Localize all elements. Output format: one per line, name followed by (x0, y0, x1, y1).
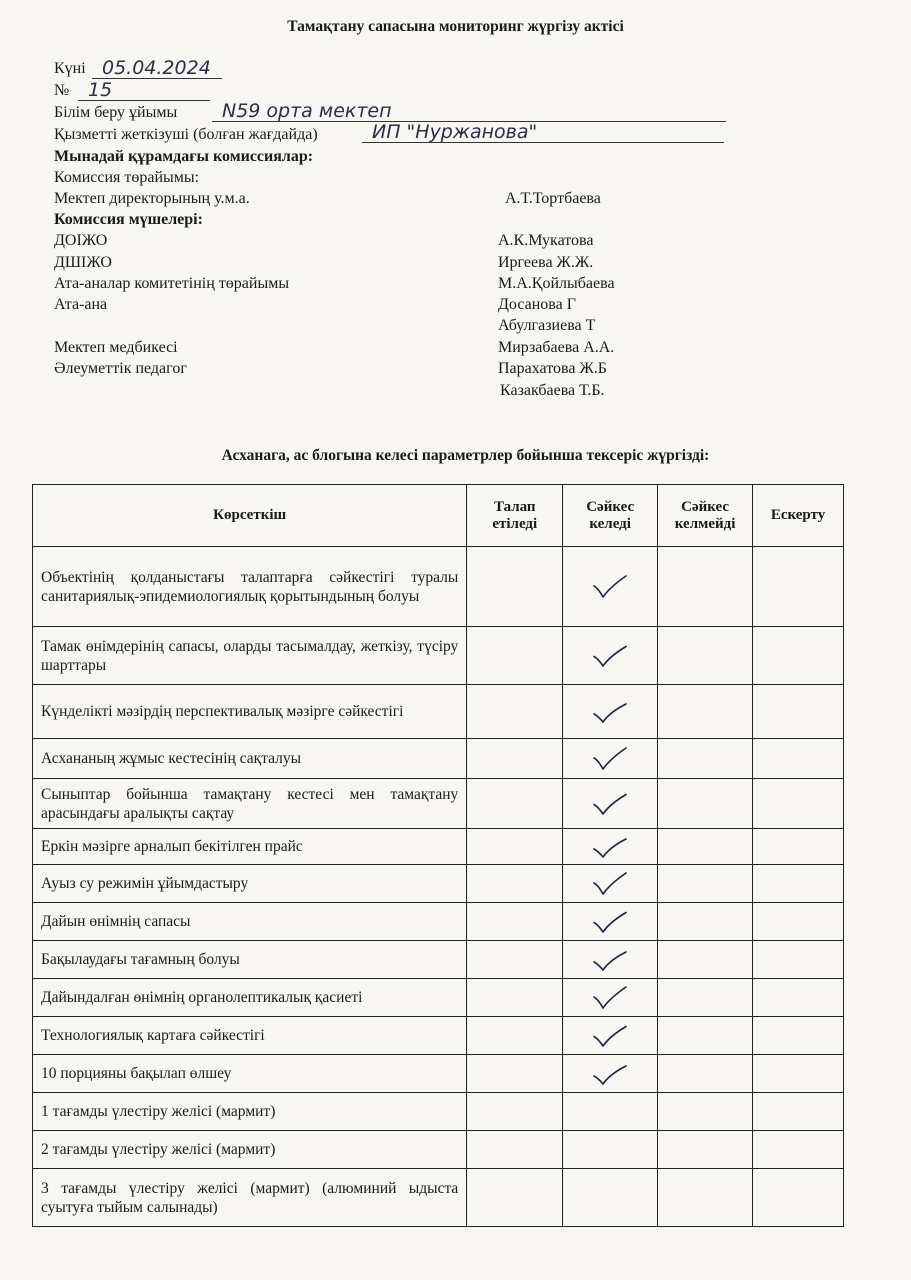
provider-label: Қызметті жеткізуші (болған жағдайда) (54, 126, 318, 143)
indicator-cell: 1 тағамды үлестіру желісі (мармит) (33, 1093, 467, 1131)
compliant-cell (563, 627, 658, 685)
date-label: Күні (54, 60, 86, 77)
indicator-cell: 3 тағамды үлестіру желісі (мармит) (алюминий ыдыста суытуға тыйым салынады) (33, 1169, 467, 1227)
school-label: Білім беру ұйымы (54, 104, 178, 121)
table-row (33, 1093, 844, 1131)
commission-members-heading: Комиссия мүшелері: (54, 211, 203, 228)
required-cell (467, 1131, 563, 1169)
required-cell (467, 685, 563, 739)
checkmark-icon (590, 870, 630, 898)
noncompliant-cell (658, 903, 753, 941)
noncompliant-cell (658, 1055, 753, 1093)
indicator-cell: Еркін мәзірге арналып бекітілген прайс (33, 829, 467, 865)
number-row (54, 82, 69, 100)
table-row (33, 865, 844, 903)
table-row (33, 941, 844, 979)
header-compliant: Сәйкес келеді (563, 485, 658, 547)
required-cell (467, 903, 563, 941)
checkmark-icon (590, 908, 630, 936)
table-row (33, 779, 844, 829)
required-cell (467, 979, 563, 1017)
section-title: Асханага, ас блогына келесі параметрлер бойынша тексеріс жүргізді: (221, 447, 710, 464)
checkmark-icon (590, 573, 630, 601)
noncompliant-cell (658, 1093, 753, 1131)
member-role: ДШІЖО (54, 254, 112, 271)
member-name: Иргеева Ж.Ж. (498, 254, 594, 271)
indicator-cell: Дайындалған өнімнің органолептикалық қасиеті (33, 979, 467, 1017)
noncompliant-cell (658, 779, 753, 829)
compliant-cell (563, 903, 658, 941)
checkmark-icon (590, 698, 630, 726)
note-cell (753, 1055, 844, 1093)
table-row (33, 1055, 844, 1093)
required-cell (467, 1017, 563, 1055)
commission-chair-role: Мектеп директорының у.м.а. (54, 190, 250, 207)
note-cell (753, 1093, 844, 1131)
header-noncompliant: Сәйкес келмейді (658, 485, 753, 547)
checkmark-icon (590, 1060, 630, 1088)
inspection-table (32, 484, 844, 1227)
note-cell (753, 547, 844, 627)
table-header-row (33, 485, 844, 547)
document-title: Тамақтану сапасына мониторинг жүргізу актісі (287, 18, 624, 35)
provider-row (54, 126, 318, 144)
compliant-cell (563, 547, 658, 627)
table-row (33, 1169, 844, 1227)
note-cell (753, 829, 844, 865)
table-row (33, 829, 844, 865)
member-name: Казакбаева Т.Б. (500, 382, 605, 399)
note-cell (753, 1017, 844, 1055)
note-cell (753, 903, 844, 941)
table-row (33, 739, 844, 779)
checkmark-icon (590, 1022, 630, 1050)
required-cell (467, 1169, 563, 1227)
noncompliant-cell (658, 547, 753, 627)
school-row (54, 104, 177, 122)
checkmark-icon (590, 833, 630, 861)
member-name: Парахатова Ж.Б (498, 360, 607, 377)
compliant-cell (563, 1017, 658, 1055)
note-cell (753, 865, 844, 903)
table-row (33, 903, 844, 941)
noncompliant-cell (658, 1169, 753, 1227)
provider-value: ИП "Нуржанова" (362, 122, 724, 143)
header-indicator: Көрсеткіш (33, 485, 467, 547)
commission-chair-name: А.Т.Тортбаева (505, 190, 601, 207)
member-role: Әлеуметтік педагог (54, 360, 187, 377)
noncompliant-cell (658, 627, 753, 685)
compliant-cell (563, 829, 658, 865)
commission-heading: Мынадай құрамдағы комиссиялар: (54, 148, 314, 165)
required-cell (467, 1055, 563, 1093)
required-cell (467, 829, 563, 865)
indicator-cell: 2 тағамды үлестіру желісі (мармит) (33, 1131, 467, 1169)
noncompliant-cell (658, 739, 753, 779)
required-cell (467, 739, 563, 779)
member-name: Абулгазиева Т (498, 317, 596, 334)
compliant-cell (563, 1169, 658, 1227)
number-value: 15 (78, 80, 210, 101)
table-row (33, 685, 844, 739)
school-value: N59 орта мектеп (212, 101, 726, 122)
checkmark-icon (590, 946, 630, 974)
member-name: Мирзабаева А.А. (498, 339, 615, 356)
required-cell (467, 941, 563, 979)
noncompliant-cell (658, 979, 753, 1017)
note-cell (753, 779, 844, 829)
checkmark-icon (590, 745, 630, 773)
noncompliant-cell (658, 685, 753, 739)
table-row (33, 627, 844, 685)
required-cell (467, 865, 563, 903)
member-name: А.К.Мукатова (498, 232, 594, 249)
noncompliant-cell (658, 829, 753, 865)
indicator-cell: Дайын өнімнің сапасы (33, 903, 467, 941)
noncompliant-cell (658, 1017, 753, 1055)
compliant-cell (563, 1093, 658, 1131)
note-cell (753, 627, 844, 685)
note-cell (753, 979, 844, 1017)
note-cell (753, 941, 844, 979)
member-role: Ата-ана (54, 296, 108, 313)
table-row (33, 547, 844, 627)
required-cell (467, 779, 563, 829)
compliant-cell (563, 739, 658, 779)
indicator-cell: Технологиялық картаға сәйкестігі (33, 1017, 467, 1055)
member-name: Досанова Г (498, 296, 576, 313)
checkmark-icon (590, 642, 630, 670)
member-role: ДОІЖО (54, 232, 108, 249)
compliant-cell (563, 1131, 658, 1169)
checkmark-icon (590, 984, 630, 1012)
indicator-cell: Сыныптар бойынша тамақтану кестесі мен тамақтану арасындағы аралықты сақтау (33, 779, 467, 829)
note-cell (753, 685, 844, 739)
checkmark-icon (590, 790, 630, 818)
note-cell (753, 739, 844, 779)
noncompliant-cell (658, 941, 753, 979)
member-role: Ата-аналар комитетінің төрайымы (54, 275, 290, 292)
indicator-cell: Асхананың жұмыс кестесінің сақталуы (33, 739, 467, 779)
compliant-cell (563, 941, 658, 979)
member-role: Мектеп медбикесі (54, 339, 178, 356)
header-note: Ескерту (753, 485, 844, 547)
compliant-cell (563, 979, 658, 1017)
indicator-cell: Күнделікті мәзірдің перспективалық мәзірге сәйкестігі (33, 685, 467, 739)
header-required: Талап етіледі (467, 485, 563, 547)
indicator-cell: 10 порцияны бақылап өлшеу (33, 1055, 467, 1093)
required-cell (467, 1093, 563, 1131)
note-cell (753, 1169, 844, 1227)
table-row (33, 979, 844, 1017)
member-name: М.А.Қойлыбаева (498, 275, 615, 292)
date-value: 05.04.2024 (92, 58, 222, 79)
date-row (54, 60, 86, 78)
noncompliant-cell (658, 1131, 753, 1169)
compliant-cell (563, 779, 658, 829)
required-cell (467, 547, 563, 627)
indicator-cell: Ауыз су режимін ұйымдастыру (33, 865, 467, 903)
compliant-cell (563, 685, 658, 739)
note-cell (753, 1131, 844, 1169)
compliant-cell (563, 1055, 658, 1093)
required-cell (467, 627, 563, 685)
indicator-cell: Бақылаудағы тағамның болуы (33, 941, 467, 979)
indicator-cell: Объектінің қолданыстағы талаптарға сәйкестігі туралы санитариялық-эпидемиологиялық қорытындының болуы (33, 547, 467, 627)
compliant-cell (563, 865, 658, 903)
noncompliant-cell (658, 865, 753, 903)
number-label: № (54, 82, 70, 99)
table-row (33, 1017, 844, 1055)
commission-chair-label: Комиссия төрайымы: (54, 169, 200, 186)
indicator-cell: Тамак өнімдерінің сапасы, оларды тасымалдау, жеткізу, түсіру шарттары (33, 627, 467, 685)
table-row (33, 1131, 844, 1169)
